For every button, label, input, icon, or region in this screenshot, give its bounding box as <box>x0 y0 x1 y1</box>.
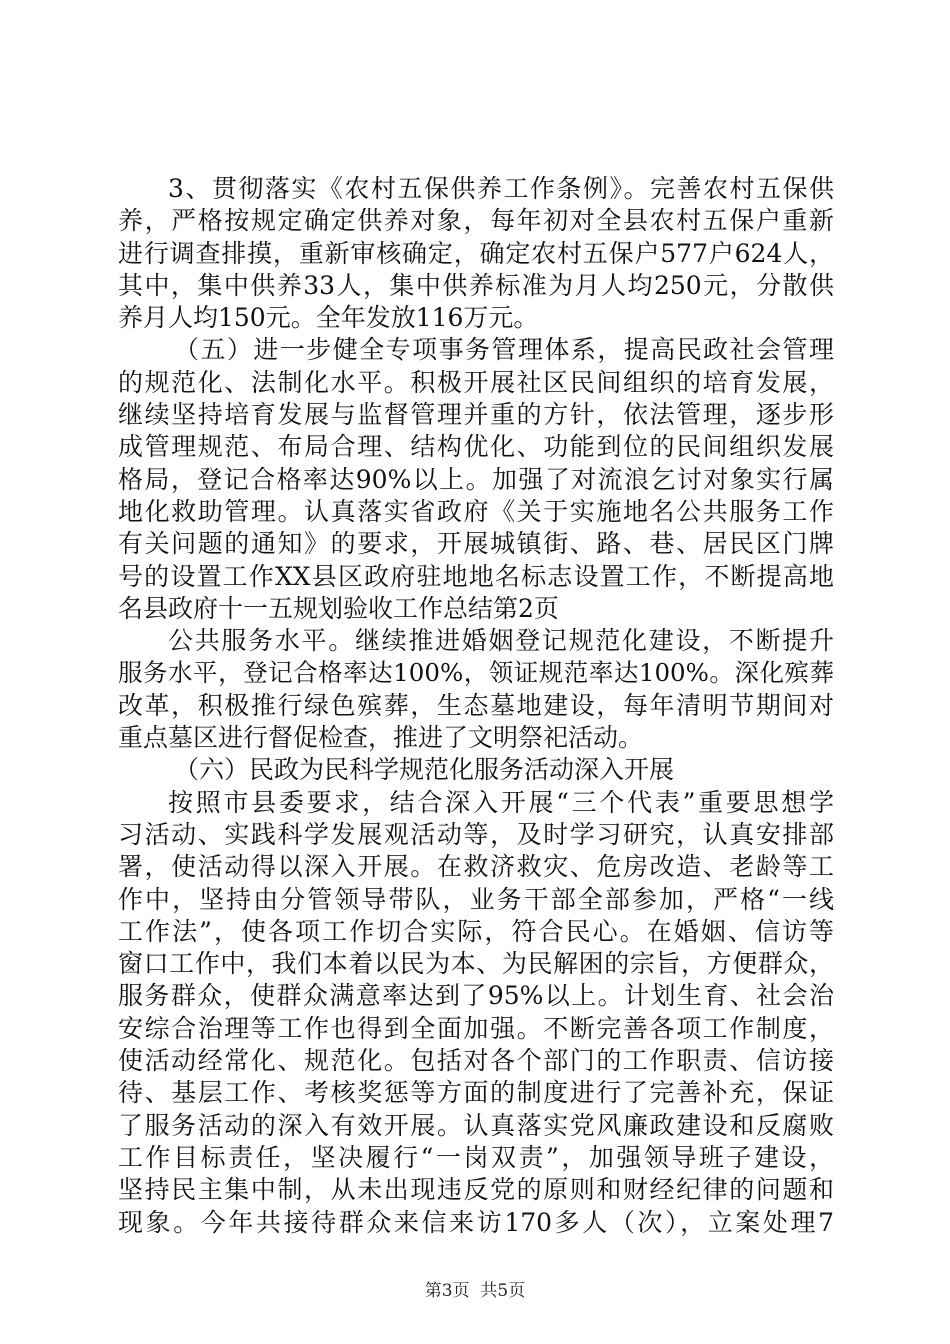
text-line: 号的设置工作XX县区政府驻地地名标志设置工作，不断提高地 <box>118 561 834 591</box>
text-line: 工作法”，使各项工作切合实际，符合民心。在婚姻、信访等 <box>118 916 834 946</box>
text-line: 坚持民主集中制，从未出现违反党的原则和财经纪律的问题和 <box>118 1175 834 1205</box>
text-line: 服务群众，使群众满意率达到了95%以上。计划生育、社会治 <box>118 981 834 1011</box>
text-line: 继续坚持培育发展与监督管理并重的方针，依法管理，逐步形 <box>118 400 834 430</box>
text-line: （六）民政为民科学规范化服务活动深入开展 <box>174 755 675 785</box>
text-line: 安综合治理等工作也得到全面加强。不断完善各项工作制度， <box>118 1013 834 1043</box>
text-line: 3、贯彻落实《农村五保供养工作条例》。完善农村五保供 <box>168 174 834 203</box>
text-line: 地化救助管理。认真落实省政府《关于实施地名公共服务工作 <box>118 496 834 526</box>
text-line: 成管理规范、布局合理、结构优化、功能到位的民间组织发展 <box>118 432 834 462</box>
text-line: 养，严格按规定确定供养对象，每年初对全县农村五保户重新 <box>118 206 834 236</box>
text-line: 有关问题的通知》的要求，开展城镇街、路、巷、居民区门牌 <box>118 529 834 559</box>
text-line: 了服务活动的深入有效开展。认真落实党风廉政建设和反腐败 <box>118 1110 834 1140</box>
text-line: 习活动、实践科学发展观活动等，及时学习研究，认真安排部 <box>118 819 834 849</box>
text-line: 改革，积极推行绿色殡葬，生态墓地建设，每年清明节期间对 <box>118 690 834 720</box>
text-line: （五）进一步健全专项事务管理体系，提高民政社会管理 <box>174 335 834 365</box>
text-line: 作中，坚持由分管领导带队，业务干部全部参加，严格“一线 <box>118 884 834 914</box>
text-line: 按照市县委要求，结合深入开展“三个代表”重要思想学 <box>168 787 834 817</box>
text-line: 现象。今年共接待群众来信来访170多人（次），立案处理7 <box>118 1207 834 1237</box>
document-body <box>118 173 834 1239</box>
text-line: 其中，集中供养33人，集中供养标准为月人均250元，分散供 <box>118 270 834 300</box>
text-line: 养月人均150元。全年发放116万元。 <box>118 303 539 333</box>
page-footer: 第3页 共5页 <box>424 1281 526 1301</box>
text-line: 格局，登记合格率达90%以上。加强了对流浪乞讨对象实行属 <box>118 464 834 494</box>
text-line: 窗口工作中，我们本着以民为本、为民解困的宗旨，方便群众， <box>118 949 834 979</box>
text-line: 服务水平，登记合格率达100%，领证规范率达100%。深化殡葬 <box>118 658 834 688</box>
text-line: 待、基层工作、考核奖惩等方面的制度进行了完善补充，保证 <box>118 1078 834 1108</box>
text-line: 重点墓区进行督促检查，推进了文明祭祀活动。 <box>118 723 644 753</box>
text-line: 署，使活动得以深入开展。在救济救灾、危房改造、老龄等工 <box>118 852 834 882</box>
text-line: 进行调查排摸，重新审核确定，确定农村五保户577户624人， <box>118 238 834 268</box>
text-line: 名县政府十一五规划验收工作总结第2页 <box>118 593 559 623</box>
text-line: 使活动经常化、规范化。包括对各个部门的工作职责、信访接 <box>118 1046 834 1076</box>
text-line: 工作目标责任，坚决履行“一岗双责”，加强领导班子建设， <box>118 1142 834 1172</box>
text-line: 公共服务水平。继续推进婚姻登记规范化建设，不断提升 <box>168 626 834 656</box>
text-line: 的规范化、法制化水平。积极开展社区民间组织的培育发展， <box>118 367 834 397</box>
